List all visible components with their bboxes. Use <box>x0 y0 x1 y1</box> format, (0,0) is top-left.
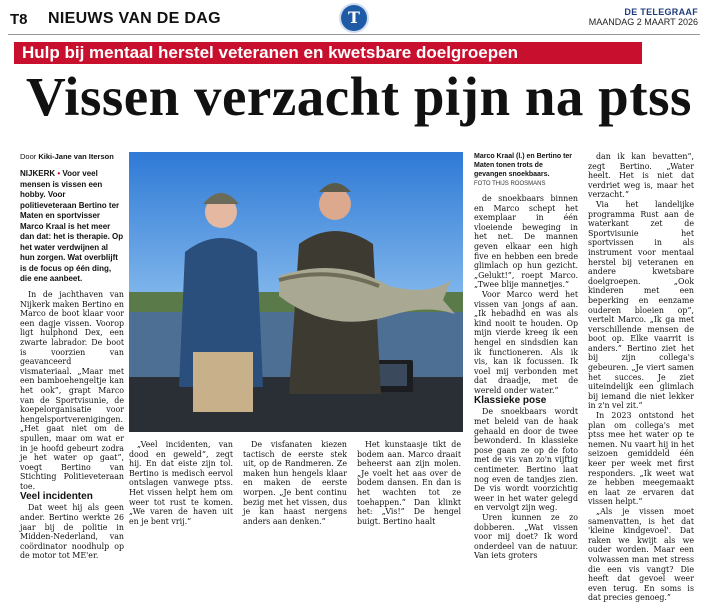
article-photo <box>129 152 463 432</box>
paragraph: de snoekbaars binnen en Marco schept het exemplaar in één vloeiende beweging in het net. De mannen geven elkaar een high five en hebben een brede glimlach op hun gezicht. „Gelukt!”, roept Marco. „Twee blije mannetjes.” <box>474 194 578 290</box>
paragraph: In 2023 ontstond het plan om collega's met ptss mee het water op te nemen. Nu vaart hij in het seizoen gemiddeld één keer per week met first responders. „Ik weet wat ze hebben meegemaakt en laat ze ervaren dat vissen helpt.” <box>588 411 694 507</box>
article-column-5 <box>474 194 578 561</box>
publication-name: DE TELEGRAAF <box>624 7 698 17</box>
photo-caption <box>474 152 574 189</box>
page-number: T8 <box>10 11 28 28</box>
telegraaf-logo-icon: T <box>341 5 367 31</box>
publication-date: MAANDAG 2 MAART 2026 <box>588 17 698 27</box>
article-column-3 <box>243 440 347 526</box>
byline-author: Kiki-Jane van Iterson <box>38 152 114 161</box>
paragraph: Het kunstaasje tikt de bodem aan. Marco draait beheerst aan zijn molen. „Je voelt het aas over de bodem dansen. En dan is het wachten tot ze toehappen.” Dan klinkt het: „Vis!” De hengel buigt. Bertino haalt <box>357 440 461 526</box>
photo-credit: FOTO THIJS ROOSMANS <box>474 181 546 187</box>
article-kicker: Hulp bij mentaal herstel veteranen en kwetsbare doelgroepen <box>14 42 642 64</box>
paragraph: Via het landelijke programma Rust aan de waterkant zet de Sportvisunie het sportvissen in als instrument voor mentaal herstel bij veteranen en andere kwetsbare doelgroepen. „Ook kinderen met een beperking en eenzame ouderen bloeien op”, vertelt Marco. „Ik ga met verschillende mensen de boot op. Elke vaarrit is anders.” Bertino ziet het bij zijn collega's gebeuren. „Je viert samen het succes. Je ziet uiteindelijk een glimlach bij iemand die niet lekker in z'n vel zit.” <box>588 199 694 411</box>
paragraph: De visfanaten kiezen tactisch de eerste stek uit, op de Randmeren. Ze maken hun hengels klaar en maken de eerste worpen. „Je bent continu bezig met het vissen, dus je kan haast nergens anders aan denken.” <box>243 440 347 526</box>
paragraph: dan ik kan bevatten”, zegt Bertino. „Water heelt. Het is niet dat verdriet weg is, maar het verzacht.” <box>588 152 694 200</box>
paragraph: Uren kunnen ze zo dobberen. „Wat vissen voor mij doet? Ik word onderdeel van de natuur. Van iets groters <box>474 513 578 561</box>
masthead <box>589 7 698 27</box>
article-column-2 <box>129 440 233 526</box>
lead-text: Voor veel mensen is vissen een hobby. Voor politieveteraan Bertino ter Maten en sportvisser Marco Kraal is het meer dan dat: het is therapie. Op het water verdwijnen al hun zorgen. Wat overblijft is de focus op één ding, die ene aanbeet. <box>20 169 124 283</box>
paragraph: „Als je vissen moet samenvatten, is het dat 'kleine kindgevoel'. Dat raken we kwijt als we ouder worden. Maar een volwassen man met stress die een vis vangt? Die heeft dat gevoel weer even terug. En soms is dat precies genoeg.” <box>588 506 694 603</box>
paragraph: „Veel incidenten, van dood en geweld”, zegt hij. En dat eiste zijn tol. Bertino is medisch eervol ontslagen vanwege ptss. Het vissen helpt hem om weer tot rust te komen. „We varen de haven uit en je bent vrij.” <box>129 440 233 526</box>
article-headline: Vissen verzacht pijn na ptss <box>26 66 692 127</box>
paragraph: In de jachthaven van Nijkerk maken Bertino en Marco de boot klaar voor een dagje vissen. Voorop ligt hulphond Dex, een zwarte labrador. De boot is voorzien van geavanceerd vismateriaal. „Maar met een bamboehengeltje kan het ook”, grapt Marco van de Sportvisunie, de koepelorganisatie voor hengelsportverenigingen. „Het gaat niet om de spullen, maar om wat er in je hoofd gebeurt zodra je het water op gaat”, voegt Bertino van Stichting Politieveteraan toe. <box>20 290 124 491</box>
page-header <box>0 0 708 36</box>
article-lead <box>20 169 124 285</box>
subhead-klassieke-pose: Klassieke pose <box>474 395 547 407</box>
dateline: NIJKERK <box>20 169 56 178</box>
paragraph: Dat weet hij als geen ander. Bertino werkte 26 jaar bij de politie in Midden-Nederland, van coördinator noodhulp op de motor tot ME'er. <box>20 503 124 561</box>
byline-prefix: Door <box>20 152 37 161</box>
caption-text: Marco Kraal (l.) en Bertino ter Maten tonen trots de gevangen snoekbaars. <box>474 153 573 178</box>
photo-fishermen-with-zander <box>129 152 463 432</box>
byline <box>20 152 114 161</box>
paragraph: De snoekbaars wordt met beleid van de haak gehaald en door de twee bewonderd. In klassieke pose gaan ze op de foto met de vis van zo'n vijftig centimeter. Bertino laat nog even de tandjes zien. De vis wordt voorzichtig weer in het water gelegd en vervolgt zijn weg. <box>474 407 578 513</box>
section-title: NIEUWS VAN DE DAG <box>48 10 221 27</box>
article-column-1 <box>20 290 124 561</box>
lead-bullet-icon: • <box>57 169 61 178</box>
paragraph: Voor Marco werd het vissen van jongs af aan. „Ik hebadhd en was als kind nooit te houden. Op mijn vierde kreeg ik een hengel en sindsdien kan ik functioneren. Als ik vis, kan ik focussen. Ik voel mij verbonden met dat draadje, met de wereld onder water.” <box>474 289 578 395</box>
article-column-4 <box>357 440 461 526</box>
subhead-veel-incidenten: Veel incidenten <box>20 491 93 503</box>
header-divider <box>8 34 700 35</box>
article-column-6 <box>588 152 694 603</box>
